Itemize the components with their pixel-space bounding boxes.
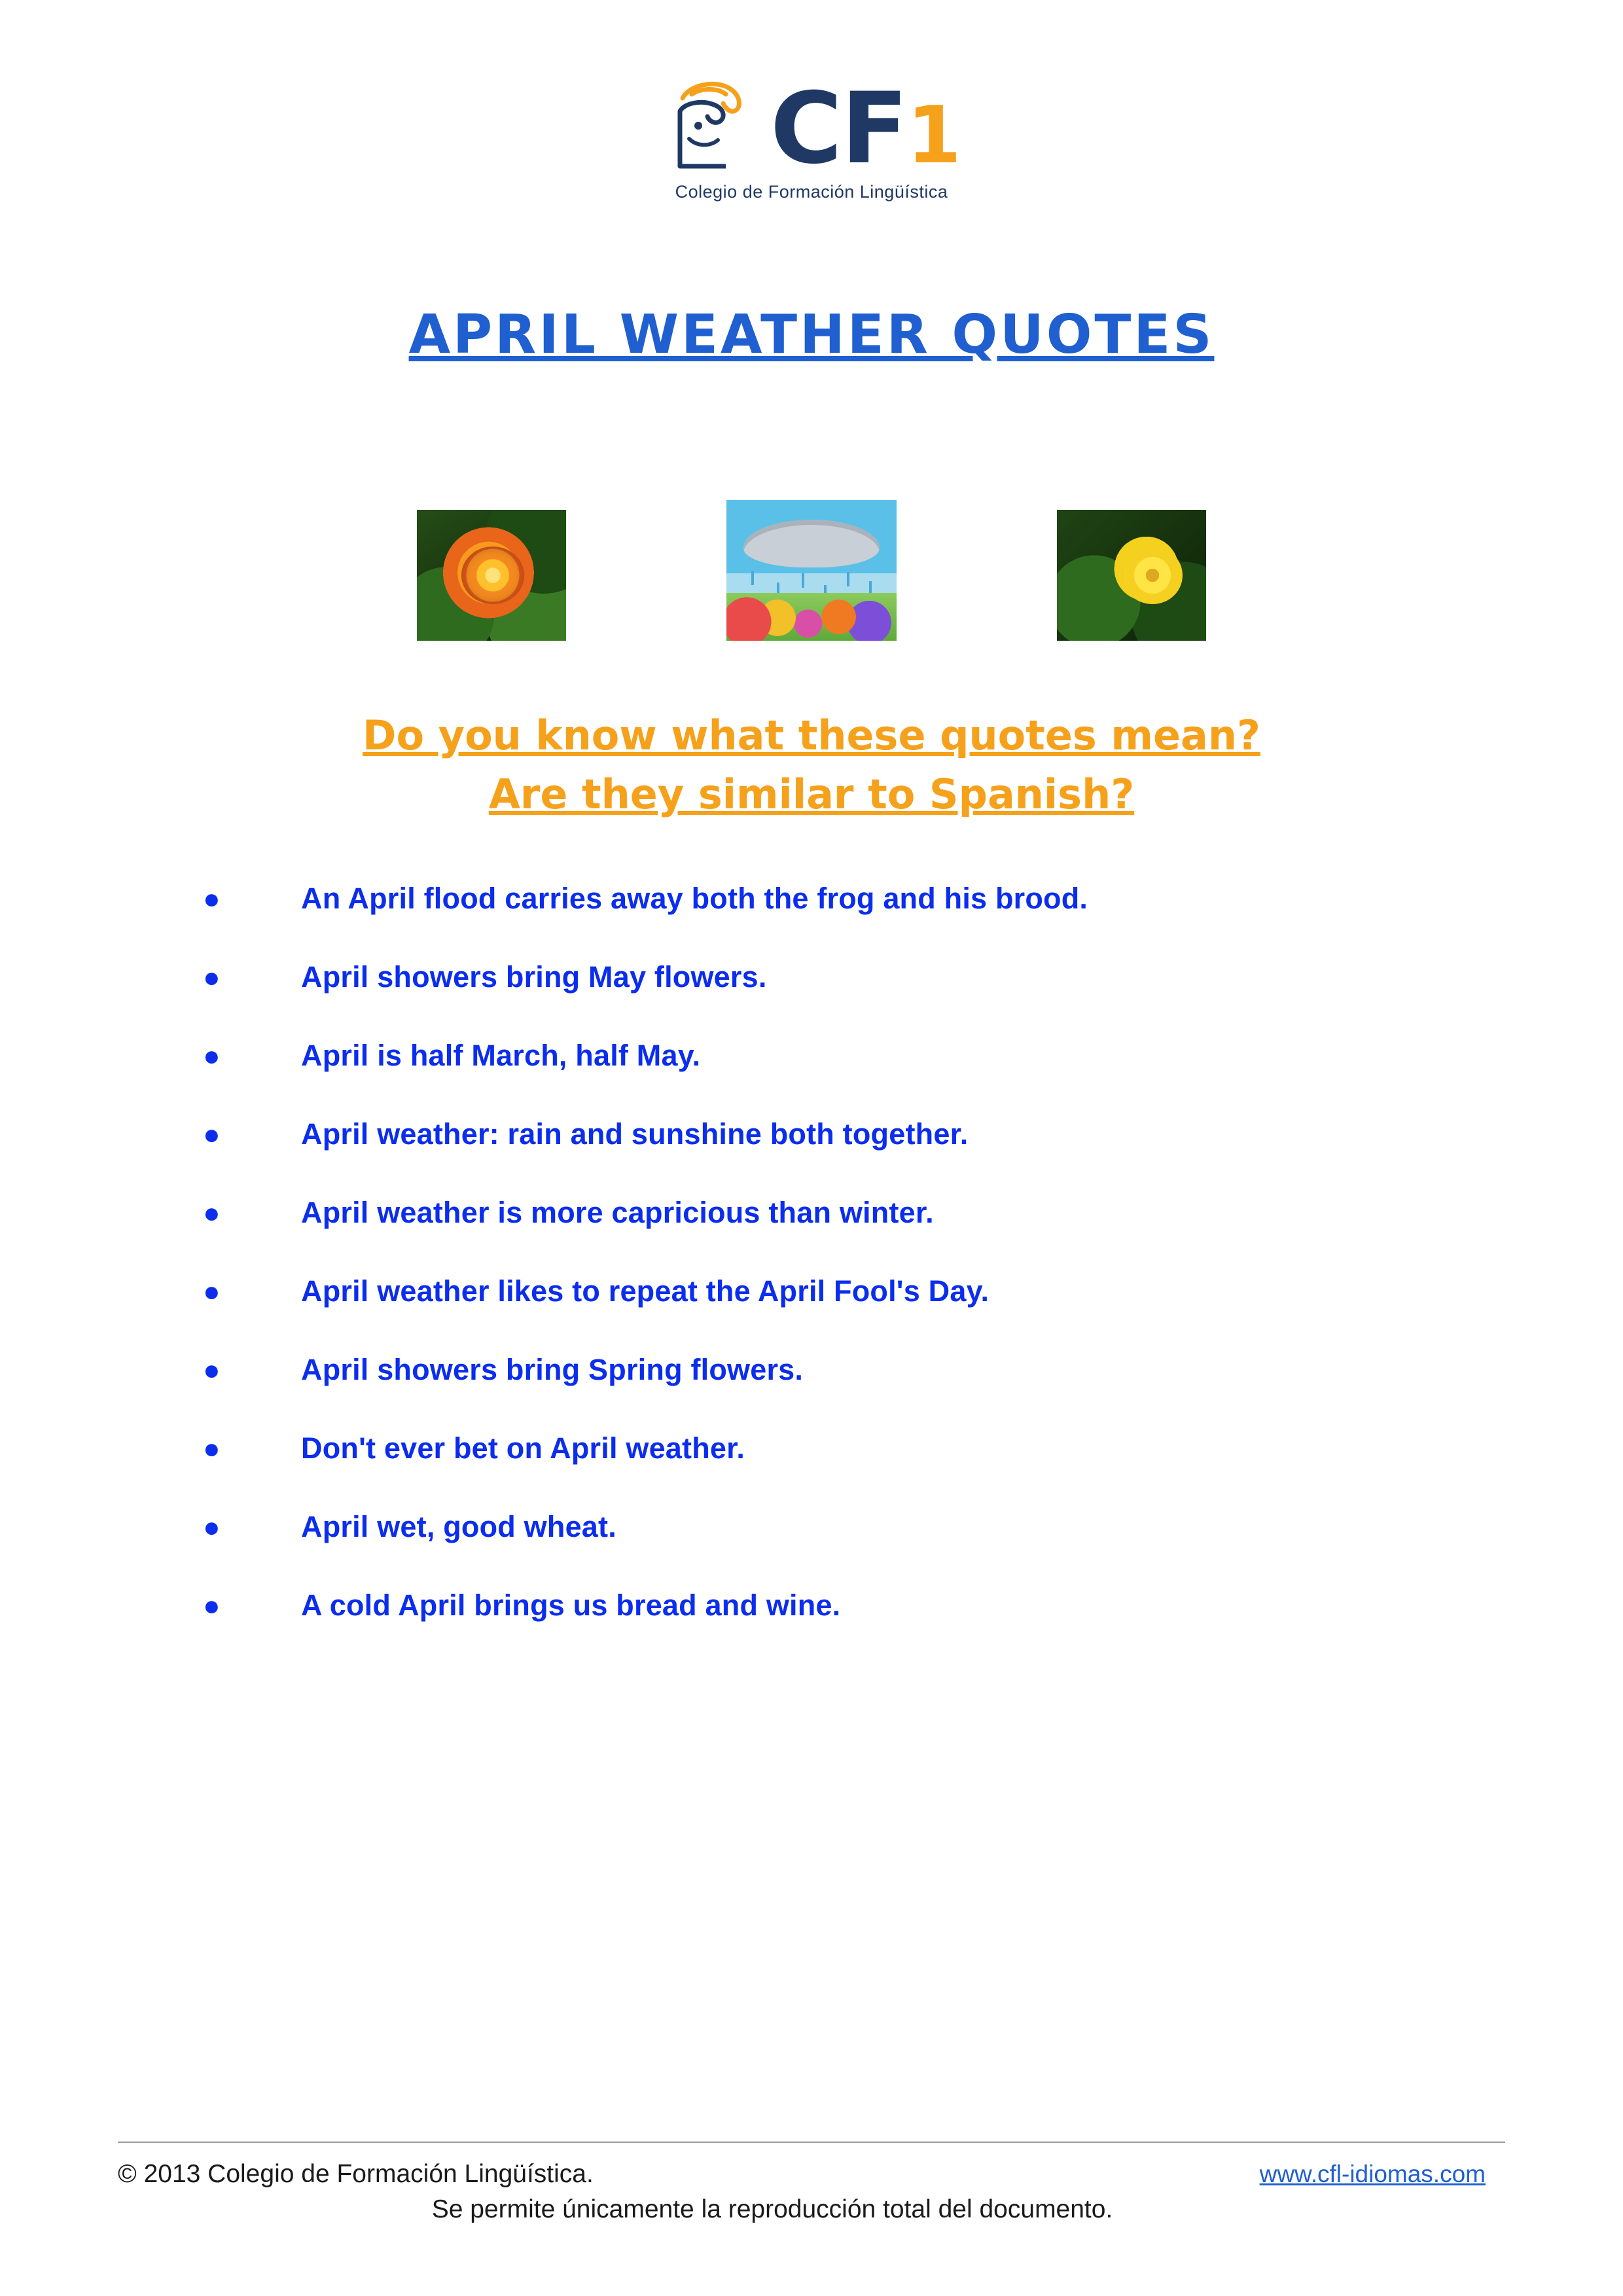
list-item xyxy=(203,960,1505,994)
logo-numeral-one: 1 xyxy=(906,90,961,181)
logo-wordmark xyxy=(770,71,961,186)
quote-text: A cold April brings us bread and wine. xyxy=(301,1588,841,1622)
bullet-icon: ● xyxy=(203,1196,221,1229)
bullet-icon: ● xyxy=(203,882,221,915)
images-row xyxy=(118,500,1505,641)
rose-photo xyxy=(417,510,566,641)
list-item xyxy=(203,1039,1505,1073)
page-title: APRIL WEATHER QUOTES xyxy=(408,304,1215,366)
list-item xyxy=(203,1274,1505,1308)
quote-text: April weather: rain and sunshine both together. xyxy=(301,1117,969,1151)
list-item xyxy=(203,1353,1505,1387)
flowers-shape xyxy=(726,593,897,641)
bullet-icon: ● xyxy=(203,1511,221,1543)
logo-block xyxy=(118,0,1505,202)
page-footer xyxy=(118,2142,1505,2224)
bullet-icon: ● xyxy=(203,961,221,994)
quote-text: Don't ever bet on April weather. xyxy=(301,1431,745,1465)
subtitle-line-2: Are they similar to Spanish? xyxy=(488,770,1135,818)
quote-text: April is half March, half May. xyxy=(301,1038,701,1072)
cfl-logo xyxy=(663,71,960,202)
logo-tagline: Colegio de Formación Lingüística xyxy=(675,182,948,202)
quote-text: April weather likes to repeat the April Fool's Day. xyxy=(301,1274,990,1308)
quote-text: An April flood carries away both the frog and his brood. xyxy=(301,881,1088,915)
quote-text: April wet, good wheat. xyxy=(301,1509,616,1543)
list-item xyxy=(203,1431,1505,1465)
copyright-text: © 2013 Colegio de Formación Lingüística. xyxy=(118,2160,594,2188)
head-profile-icon xyxy=(663,71,761,175)
quote-text: April weather is more capricious than winter. xyxy=(301,1195,934,1229)
footer-row xyxy=(118,2160,1505,2189)
quotes-list xyxy=(118,882,1505,1623)
list-item xyxy=(203,1117,1505,1151)
list-item xyxy=(203,1510,1505,1544)
logo-letter-c: C xyxy=(770,71,842,186)
subtitle-block xyxy=(118,706,1505,824)
subtitle-line-1: Do you know what these quotes mean? xyxy=(363,711,1260,759)
footer-divider xyxy=(118,2142,1505,2143)
bullet-icon: ● xyxy=(203,1354,221,1386)
list-item xyxy=(203,882,1505,916)
bullet-icon: ● xyxy=(203,1589,221,1622)
bullet-icon: ● xyxy=(203,1118,221,1151)
daisy-photo xyxy=(1057,510,1206,641)
quote-text: April showers bring May flowers. xyxy=(301,960,767,994)
list-item xyxy=(203,1588,1505,1623)
bullet-icon: ● xyxy=(203,1039,221,1072)
cloud-shape xyxy=(743,520,880,567)
logo-row xyxy=(663,71,961,186)
bullet-icon: ● xyxy=(203,1275,221,1308)
quote-text: April showers bring Spring flowers. xyxy=(301,1352,804,1386)
website-link[interactable]: www.cfl-idiomas.com xyxy=(1259,2161,1486,2187)
bullet-icon: ● xyxy=(203,1432,221,1465)
list-item xyxy=(203,1196,1505,1230)
logo-letter-f: F xyxy=(841,71,907,186)
rain-clipart xyxy=(726,500,897,641)
footer-note: Se permite únicamente la reproducción total del documento. xyxy=(431,2195,1113,2223)
